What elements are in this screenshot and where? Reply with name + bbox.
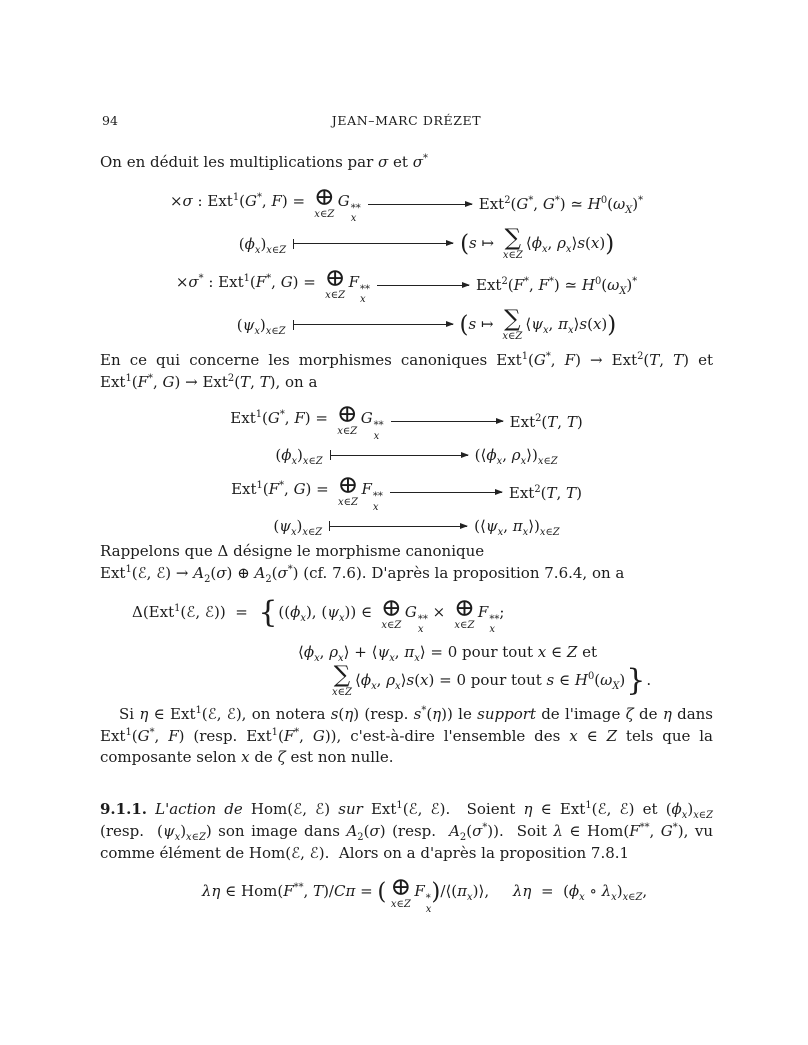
- formula-source: $(\psi_x)_{x\in Z}$: [273, 517, 323, 539]
- lambda-eta-equation: [118, 874, 731, 915]
- formula-target: Ext$^2$(F*, F*) ≃ $H^0(\omega_X)^*$: [476, 276, 638, 298]
- page-number: 94: [102, 113, 118, 128]
- mapsto-arrow-icon: [329, 526, 467, 527]
- page-content: [100, 113, 713, 915]
- formula-target: Ext$^2$(T, T): [509, 412, 583, 431]
- long-right-arrow-icon: [391, 421, 503, 422]
- formula-source: Ext$^1$(F*, G) = ⊕ x∈Z F ** x: [231, 470, 383, 513]
- diagram-row: [110, 517, 723, 539]
- diagram-row: [110, 446, 723, 468]
- formula-source: $(\phi_x)_{x\in Z}$: [275, 446, 323, 468]
- page-header: [100, 113, 713, 131]
- diagram-row: [100, 472, 713, 513]
- diagram-row: [100, 401, 713, 442]
- mapsto-arrow-icon: [330, 455, 468, 456]
- paragraph-section-911: 9.1.1. L'action de Hom(ℰ, ℰ) sur Ext$^1$(ℰ, ℰ). Soient η ∈ Ext$^1$(ℰ, ℰ) et $(\phi_x)_{x\in Z}$ (resp. $(\psi_x)_{x\in Z}$) son image dans $A_2(\sigma)$ (resp. $A_2(\sigma^*)$). Soit λ ∈ Hom(F**, G*), vu comme élément de Hom(ℰ, ℰ). Alors on a d'après la proposition 7.8.1: [100, 800, 713, 862]
- formula-source: ×σ* : Ext$^1$(F*, G) = ⊕ x∈Z F ** x: [175, 262, 371, 306]
- formula-target: Ext$^2$(T, T): [508, 483, 582, 502]
- formula-target: Ext$^2$(G*, G*) ≃ $H^0(\omega_X)^*$: [478, 195, 644, 217]
- mapsto-arrow-icon: [293, 324, 453, 325]
- long-right-arrow-icon: [368, 204, 472, 205]
- formula: λη ∈ Hom(F**, T)/Cπ = ( ⊕ x∈Z F * x )$/⟨(\pi_x)⟩$, $\lambda\eta = (\phi_x$ ∘ $\lambda_x)_{x\in Z}$,: [201, 872, 648, 915]
- formula-target: ($⟨\phi_x$, $\rho_x⟩)_{x\in Z}$: [474, 446, 558, 468]
- formula-source: Ext$^1$(G*, F) = ⊕ x∈Z G ** x: [230, 399, 384, 442]
- paragraph-canonical: En ce qui concerne les morphismes canoniques Ext$^1$(G*, F) → Ext$^2$(T, T) et Ext$^1$(F*, G) → Ext$^2$(T, T), on a: [100, 350, 713, 391]
- diagram-row: [120, 224, 733, 261]
- delta-line-2: $⟨\phi_x$, $\rho_x⟩$ + $⟨\psi_x$, $\pi_x⟩ = 0$ pour tout x ∈ Z et: [298, 642, 598, 664]
- paragraph-support: Si η ∈ Ext$^1$(ℰ, ℰ), on notera s(η) (resp. s*(η)) le support de l'image ζ de η dans Ext$^1$(G*, F) (resp. Ext$^1$(F*, G)), c'est-à-dire l'ensemble des x ∈ Z tels que la composante selon x de ζ est non nulle.: [100, 704, 713, 767]
- paragraph-rappelons: Rappelons que Δ désigne le morphisme canonique Ext$^1$(ℰ, ℰ) → $A_2(\sigma)$ ⊕ $A_2(\sigma^*)$ (cf. 7.6). D'après la proposition 7.6.4, on a: [100, 542, 625, 585]
- diagram-canonical: [100, 399, 713, 539]
- formula-target: (s ↦ ∑ x∈Z $⟨\psi_x$, $\pi_x⟩s(x)$): [459, 305, 617, 342]
- formula-source: ×σ : Ext$^1$(G*, F) = ⊕ x∈Z G ** x: [169, 181, 361, 225]
- mapsto-arrow-icon: [293, 243, 453, 244]
- diagram-row: [120, 305, 733, 342]
- running-title: JEAN–MARC DRÉZET: [331, 113, 482, 128]
- delta-line-3: ∑ x∈Z $⟨\phi_x$, $\rho_x⟩s(x) = 0$ pour tout s ∈ $H^0(\omega_X)$}.: [332, 661, 652, 698]
- long-right-arrow-icon: [390, 492, 502, 493]
- formula-source: $(\psi_x)_{x\in Z}$: [236, 315, 286, 337]
- diagram-row: [100, 181, 713, 225]
- formula-source: $(\phi_x)_{x\in Z}$: [238, 234, 287, 256]
- formula-target: (s ↦ ∑ x∈Z $⟨\phi_x$, $\rho_x⟩s(x)$): [460, 224, 615, 261]
- diagram-multiplications: [100, 181, 713, 342]
- diagram-row: [100, 262, 713, 306]
- delta-line-1: Δ(Ext$^1$(ℰ, ℰ)) = {($(\phi_x)$, $(\psi_x)$) ∈ ⊕ x∈Z G ** x × ⊕ x∈Z F ** x ;: [132, 592, 505, 636]
- paragraph-intro: On en déduit les multiplications par σ et σ*: [100, 153, 428, 171]
- delta-equation: [100, 592, 713, 698]
- formula-target: ($⟨\psi_x$, $\pi_x⟩)_{x\in Z}$: [474, 517, 560, 539]
- long-right-arrow-icon: [377, 285, 469, 286]
